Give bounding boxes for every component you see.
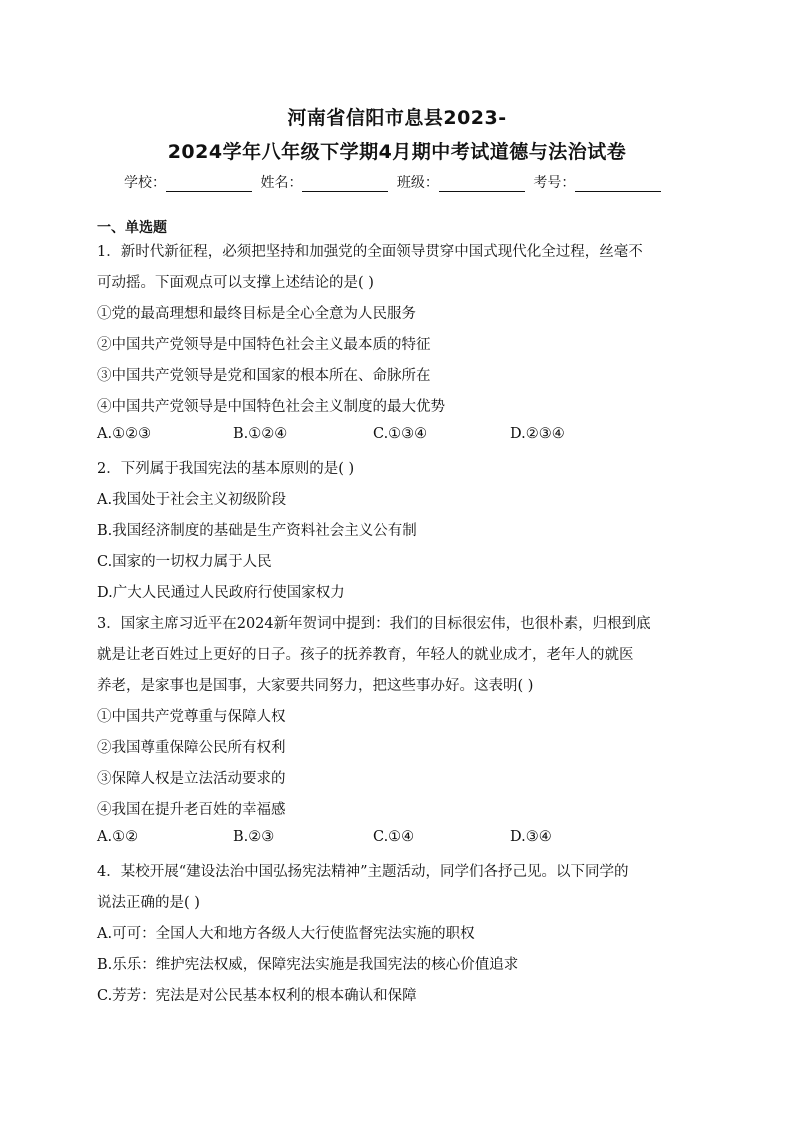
school-blank <box>166 177 252 192</box>
q2-option-a: A.我国处于社会主义初级阶段 <box>97 492 287 508</box>
q1-option-d: D.②③④ <box>510 426 565 442</box>
number-label: 考号： <box>533 175 576 191</box>
q2-stem: 2．下列属于我国宪法的基本原则的是( ) <box>97 461 355 477</box>
q1-item-1: ①党的最高理想和最终目标是全心全意为人民服务 <box>97 306 416 322</box>
q3-item-2: ②我国尊重保障公民所有权利 <box>97 740 286 756</box>
class-label: 班级： <box>396 175 439 191</box>
class-blank <box>439 177 525 192</box>
q1-item-4: ④中国共产党领导是中国特色社会主义制度的最大优势 <box>97 399 445 415</box>
q4-option-c: C.芳芳：宪法是对公民基本权利的根本确认和保障 <box>97 988 417 1004</box>
q3-item-3: ③保障人权是立法活动要求的 <box>97 771 286 787</box>
q2-option-b: B.我国经济制度的基础是生产资料社会主义公有制 <box>97 523 417 539</box>
q4-stem-line-2: 说法正确的是( ) <box>97 895 200 911</box>
name-blank <box>302 177 388 192</box>
q4-option-b: B.乐乐：维护宪法权威，保障宪法实施是我国宪法的核心价值追求 <box>97 957 519 973</box>
q1-option-a: A.①②③ <box>97 426 152 442</box>
q3-item-1: ①中国共产党尊重与保障人权 <box>97 709 286 725</box>
q3-item-4: ④我国在提升老百姓的幸福感 <box>97 802 286 818</box>
q3-stem-line-2: 就是让老百姓过上更好的日子。孩子的抚养教育，年轻人的就业成才，老年人的就医 <box>97 647 634 663</box>
q3-stem-line-1: 3．国家主席习近平在2024新年贺词中提到：我们的目标很宏伟，也很朴素，归根到底 <box>97 616 651 632</box>
q4-stem-line-1: 4．某校开展“建设法治中国弘扬宪法精神”主题活动，同学们各抒己见。以下同学的 <box>97 864 629 880</box>
q3-stem-line-3: 养老，是家事也是国事，大家要共同努力，把这些事办好。这表明( ) <box>97 678 534 694</box>
q1-item-2: ②中国共产党领导是中国特色社会主义最本质的特征 <box>97 337 431 353</box>
q1-option-b: B.①②④ <box>233 426 288 442</box>
q2-option-c: C.国家的一切权力属于人民 <box>97 554 272 570</box>
q1-item-3: ③中国共产党领导是党和国家的根本所在、命脉所在 <box>97 368 431 384</box>
q3-option-d: D.③④ <box>510 829 552 845</box>
section-heading: 一、单选题 <box>97 220 167 236</box>
student-info-row <box>124 172 665 192</box>
q1-option-c: C.①③④ <box>373 426 428 442</box>
exam-title-line-1: 河南省信阳市息县2023- <box>287 107 507 129</box>
q3-option-b: B.②③ <box>233 829 275 845</box>
exam-title-line-2: 2024学年八年级下学期4月期中考试道德与法治试卷 <box>167 141 627 163</box>
number-blank <box>575 177 661 192</box>
q2-option-d: D.广大人民通过人民政府行使国家权力 <box>97 585 345 601</box>
q3-option-a: A.①② <box>97 829 139 845</box>
q1-stem-line-2: 可动摇。下面观点可以支撑上述结论的是( ) <box>97 275 374 291</box>
q4-option-a: A.可可：全国人大和地方各级人大行使监督宪法实施的职权 <box>97 926 475 942</box>
q1-stem-line-1: 1．新时代新征程，必须把坚持和加强党的全面领导贯穿中国式现代化全过程，丝毫不 <box>97 244 643 260</box>
q3-option-c: C.①④ <box>373 829 415 845</box>
school-label: 学校： <box>124 175 166 191</box>
name-label: 姓名： <box>260 175 303 191</box>
